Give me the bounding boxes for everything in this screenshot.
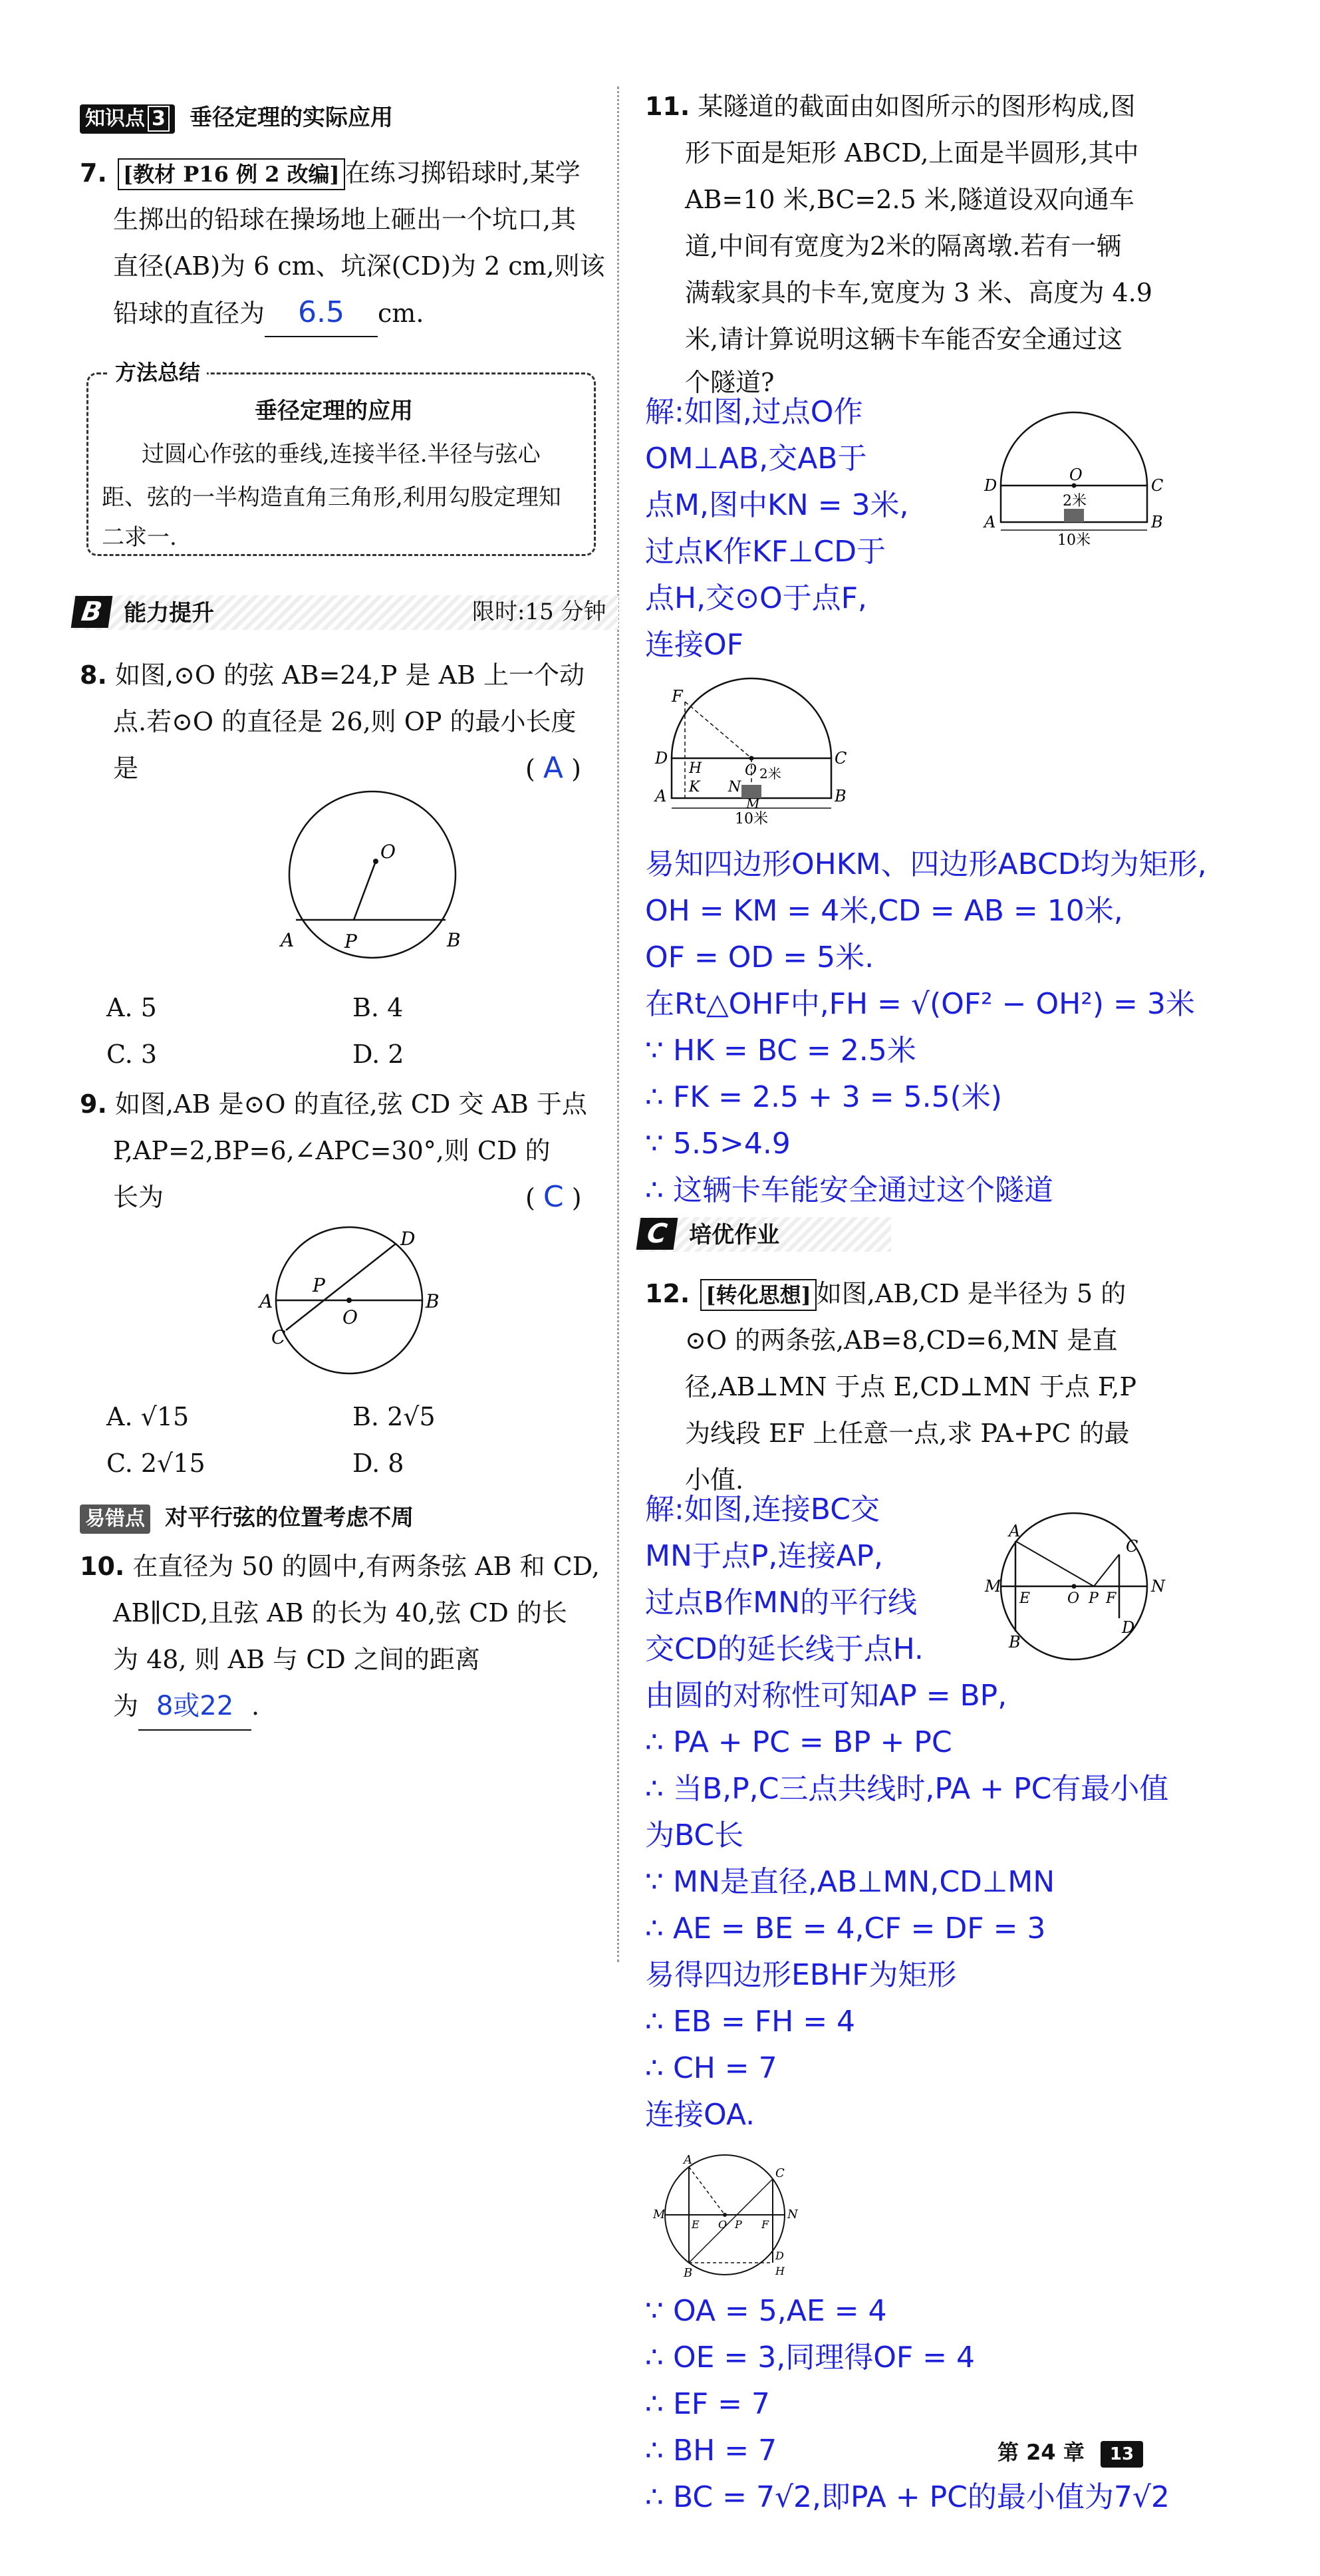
- q12-sol-end-2: ∴ OE = 3,同理得OF = 4: [645, 2341, 976, 2374]
- q11-sol-8: ∴ 这辆卡车能安全通过这个隧道: [645, 1173, 1053, 1207]
- q8-segment-op: [354, 861, 376, 920]
- q12-sol-8: ∴ EB = FH = 4: [645, 2005, 856, 2039]
- q9-chord-cd: [286, 1244, 396, 1330]
- q11b-label-a: A: [655, 787, 667, 805]
- q11a-divider-block: [1064, 509, 1084, 522]
- q11-sol-3: OF = OD = 5米.: [645, 940, 874, 974]
- q12-label-n: N: [1151, 1577, 1165, 1596]
- q8-choice-b: B. 4: [352, 993, 404, 1022]
- q8-line1: 8. 如图,⊙O 的弦 AB=24,P 是 AB 上一个动: [80, 660, 585, 690]
- q8-choice-d: D. 2: [352, 1040, 404, 1069]
- q11-line1: 11. 某隧道的截面由如图所示的图形构成,图: [645, 92, 1136, 121]
- q12-sol-7: 易得四边形EBHF为矩形: [645, 1958, 957, 1992]
- column-divider: [617, 86, 619, 1962]
- q11-sol-1: 易知四边形OHKM、四边形ABCD均为矩形,: [645, 847, 1207, 881]
- q11a-label-10m: 10米: [1057, 532, 1091, 549]
- q9-label-b: B: [426, 1290, 440, 1312]
- section-c-title: 培优作业: [689, 1222, 780, 1248]
- q11-sol-top-5: 点H,交⊙O于点F,: [645, 581, 867, 615]
- q12-label-b: B: [1009, 1633, 1021, 1651]
- q12-segment-pc: [1094, 1554, 1119, 1586]
- q11-line6: 米,请计算说明这辆卡车能否安全通过这: [685, 325, 1123, 354]
- q12-sol-6: ∴ AE = BE = 4,CF = DF = 3: [645, 1912, 1046, 1945]
- q8-label-o: O: [380, 841, 396, 863]
- q11-sol-4: 在Rt△OHF中,FH = √(OF² − OH²) = 3米: [645, 987, 1195, 1021]
- q12-label-a: A: [1009, 1522, 1021, 1540]
- q11-line4: 道,中间有宽度为2米的隔离墩.若有一辆: [685, 231, 1122, 261]
- method-line3: 二求一.: [102, 524, 177, 551]
- q8-line3: 是: [113, 754, 139, 783]
- q11b-label-n: N: [728, 779, 741, 795]
- q11-figure-solution: [645, 672, 871, 838]
- q11-sol-top-6: 连接OF: [645, 628, 743, 662]
- q12-line1: 12. [转化思想] 如图,AB,CD 是半径为 5 的: [645, 1270, 1126, 1317]
- q11-sol-top-2: OM⊥AB,交AB于: [645, 442, 867, 476]
- method-line1: 过圆心作弦的垂线,连接半径.半径与弦心: [142, 441, 541, 468]
- q12b-label-p: P: [735, 2218, 742, 2231]
- q7-tag: [教材 P16 例 2 改编]: [118, 158, 345, 190]
- q12b-label-d: D: [775, 2249, 784, 2262]
- q11a-label-2m: 2米: [1063, 493, 1087, 509]
- q9-line2: P,AP=2,BP=6,∠APC=30°,则 CD 的: [113, 1136, 551, 1165]
- q11a-label-o: O: [1069, 466, 1083, 484]
- q11b-label-2m: 2米: [759, 766, 781, 782]
- q12-label-f: F: [1106, 1590, 1117, 1607]
- q12-label-d: D: [1122, 1618, 1135, 1637]
- q7-line4: 铅球的直径为 6.5 cm.: [113, 289, 424, 337]
- q11b-label-o: O: [745, 762, 757, 779]
- q12b-label-f: F: [761, 2218, 769, 2231]
- q8-circle: [289, 791, 456, 958]
- q9-figure: [246, 1217, 459, 1390]
- section-b-time-limit: 限时:15 分钟: [472, 599, 606, 625]
- q11b-label-d: D: [655, 749, 668, 768]
- error-prone-tag: 易错点: [80, 1504, 150, 1534]
- q12-sol-end-3: ∴ EF = 7: [645, 2387, 770, 2421]
- q11-sol-2: OH = KM = 4米,CD = AB = 10米,: [645, 894, 1123, 928]
- q12-label-o: O: [1067, 1590, 1080, 1607]
- q12-line4: 为线段 EF 上任意一点,求 PA+PC 的最: [685, 1419, 1130, 1448]
- q8-choice-c: C. 3: [106, 1040, 158, 1069]
- q11-sol-top-4: 过点K作KF⊥CD于: [645, 535, 886, 569]
- q9-label-c: C: [271, 1326, 286, 1348]
- q12-figure: [974, 1500, 1174, 1673]
- q12-label-c: C: [1126, 1537, 1138, 1556]
- q9-choice-d: D. 8: [352, 1449, 404, 1478]
- q11a-label-b: B: [1151, 513, 1163, 531]
- q12b-label-h: H: [775, 2265, 785, 2277]
- q12-sol-10: 连接OA.: [645, 2098, 755, 2132]
- q12b-label-b: B: [684, 2266, 693, 2280]
- q11-line7: 个隧道?: [685, 368, 775, 397]
- q11-sol-6: ∴ FK = 2.5 + 3 = 5.5(米): [645, 1080, 1002, 1114]
- q11b-center-dot: [749, 756, 754, 761]
- q12-sol-top-1: 解:如图,连接BC交: [645, 1493, 880, 1526]
- q7-line3: 直径(AB)为 6 cm、坑深(CD)为 2 cm,则该: [113, 251, 605, 281]
- q12-figure-solution: [645, 2145, 818, 2285]
- q11-sol-top-3: 点M,图中KN = 3米,: [645, 488, 909, 522]
- q11-figure-tunnel: [974, 402, 1174, 555]
- footer-chapter: 第 24 章: [997, 2440, 1085, 2465]
- q12-center-dot: [1072, 1584, 1077, 1589]
- q12b-label-c: C: [775, 2166, 785, 2180]
- q11b-label-b: B: [835, 787, 847, 805]
- q8-label-p: P: [344, 930, 357, 952]
- q9-center-dot: [346, 1298, 352, 1303]
- q11b-label-f: F: [672, 687, 683, 706]
- q11b-label-m: M: [746, 795, 760, 811]
- knowledge-point-title: 垂径定理的实际应用: [189, 104, 393, 131]
- q12-sol-1: 由圆的对称性可知AP = BP,: [645, 1679, 1007, 1713]
- q12-sol-end-5: ∴ BC = 7√2,即PA + PC的最小值为7√2: [645, 2480, 1170, 2514]
- q12-sol-4: 为BC长: [645, 1818, 744, 1852]
- q12b-label-o: O: [718, 2218, 727, 2231]
- q12b-line-oa: [689, 2167, 725, 2215]
- q9-choice-b: B. 2√5: [352, 1402, 436, 1431]
- section-c-header: [638, 1211, 779, 1258]
- q12-line2: ⊙O 的两条弦,AB=8,CD=6,MN 是直: [685, 1326, 1118, 1355]
- q12-sol-end-4: ∴ BH = 7: [645, 2434, 777, 2468]
- q9-choice-c: C. 2√15: [106, 1449, 205, 1478]
- q10-line3: 为 48, 则 AB 与 CD 之间的距离: [113, 1645, 480, 1674]
- method-line2: 距、弦的一半构造直角三角形,利用勾股定理知: [102, 484, 561, 511]
- q11-line2: 形下面是矩形 ABCD,上面是半圆形,其中: [685, 138, 1139, 168]
- q11-sol-7: ∵ 5.5>4.9: [645, 1127, 791, 1161]
- q8-line2: 点.若⊙O 的直径是 26,则 OP 的最小长度: [113, 707, 577, 736]
- q9-choice-a: A. √15: [106, 1402, 190, 1431]
- q12-tag: [转化思想]: [700, 1279, 816, 1311]
- knowledge-point-tag: 知识点 3: [80, 104, 175, 134]
- q9-label-p: P: [313, 1274, 325, 1296]
- q11-sol-top-1: 解:如图,过点O作: [645, 395, 863, 429]
- q12-sol-9: ∴ CH = 7: [645, 2051, 777, 2085]
- q9-label-o: O: [342, 1306, 358, 1328]
- q11-line5: 满载家具的卡车,宽度为 3 米、高度为 4.9: [685, 278, 1152, 307]
- q9-line3: 长为: [113, 1183, 164, 1212]
- q11b-label-10m: 10米: [735, 811, 768, 827]
- method-summary-title: 方法总结: [108, 356, 207, 386]
- q11-line3: AB=10 米,BC=2.5 米,隧道设双向通车: [685, 185, 1134, 214]
- page-footer: [997, 2428, 1143, 2476]
- section-b-letter: B: [71, 596, 113, 628]
- q11b-label-k: K: [689, 779, 700, 795]
- q8-answer: A: [543, 751, 564, 785]
- q12-line5: 小值.: [685, 1465, 744, 1495]
- q12b-line-bc: [689, 2179, 773, 2263]
- q10-line1: 10. 在直径为 50 的圆中,有两条弦 AB 和 CD,: [80, 1552, 600, 1581]
- q11b-label-h: H: [689, 760, 702, 777]
- q8-center-dot: [373, 859, 378, 864]
- q12b-label-m: M: [653, 2208, 666, 2221]
- q12-segment-ap: [1015, 1541, 1094, 1586]
- q12b-label-a: A: [684, 2153, 692, 2167]
- q11-sol-5: ∵ HK = BC = 2.5米: [645, 1034, 916, 1068]
- q12b-center-dot: [723, 2213, 727, 2217]
- section-b-title: 能力提升: [124, 600, 215, 627]
- section-c-letter: C: [636, 1218, 678, 1250]
- q12-line3: 径,AB⊥MN 于点 E,CD⊥MN 于点 F,P: [685, 1372, 1137, 1401]
- q9-answer: C: [543, 1180, 564, 1214]
- footer-page-number: 13: [1101, 2441, 1143, 2468]
- q12b-label-n: N: [787, 2208, 798, 2221]
- q9-label-a: A: [259, 1290, 273, 1312]
- q7-answer: 6.5: [265, 289, 378, 337]
- method-subtitle: 垂径定理的应用: [255, 398, 413, 424]
- q8-choice-a: A. 5: [106, 993, 157, 1022]
- method-summary-box: [86, 360, 596, 556]
- q11b-of-line: [685, 702, 751, 758]
- knowledge-point-3-header: [80, 93, 393, 141]
- q12-sol-end-1: ∵ OA = 5,AE = 4: [645, 2294, 887, 2328]
- q9-line1: 9. 如图,AB 是⊙O 的直径,弦 CD 交 AB 于点: [80, 1089, 587, 1119]
- section-b-header: [73, 589, 214, 637]
- error-prone-header: [80, 1493, 414, 1541]
- q8-label-a: A: [281, 929, 295, 951]
- q10-line4: 为 8或22 .: [113, 1683, 259, 1731]
- q7-line2: 生掷出的铅球在操场地上砸出一个坑口,其: [113, 205, 577, 234]
- q12-label-m: M: [985, 1577, 1001, 1596]
- q8-label-b: B: [447, 929, 461, 951]
- q9-answer-bracket: ( C ): [525, 1180, 582, 1214]
- q9-label-d: D: [400, 1228, 416, 1250]
- q11b-semicircle: [672, 678, 831, 758]
- q12-sol-3: ∴ 当B,P,C三点共线时,PA + PC有最小值: [645, 1772, 1169, 1806]
- q12-sol-5: ∵ MN是直径,AB⊥MN,CD⊥MN: [645, 1865, 1055, 1899]
- q12-sol-top-3: 过点B作MN的平行线: [645, 1586, 918, 1620]
- q12-label-p: P: [1089, 1590, 1099, 1607]
- q11a-label-d: D: [984, 476, 997, 495]
- q11a-label-c: C: [1151, 476, 1164, 495]
- q10-answer: 8或22: [138, 1683, 251, 1731]
- q12-sol-2: ∴ PA + PC = BP + PC: [645, 1725, 952, 1759]
- q12-sol-top-2: MN于点P,连接AP,: [645, 1539, 884, 1573]
- q12-sol-top-4: 交CD的延长线于点H.: [645, 1632, 924, 1666]
- q11b-label-c: C: [835, 749, 847, 768]
- q12-label-e: E: [1019, 1590, 1031, 1607]
- q12b-label-e: E: [692, 2218, 700, 2231]
- q7-line1: 7. [教材 P16 例 2 改编] 在练习掷铅球时,某学: [80, 150, 581, 196]
- q8-figure: [266, 788, 472, 968]
- q11a-label-a: A: [984, 513, 996, 531]
- q10-line2: AB∥CD,且弦 AB 的长为 40,弦 CD 的长: [113, 1598, 567, 1628]
- error-prone-title: 对平行弦的位置考虑不周: [165, 1504, 414, 1531]
- q8-answer-bracket: ( A ): [525, 751, 581, 785]
